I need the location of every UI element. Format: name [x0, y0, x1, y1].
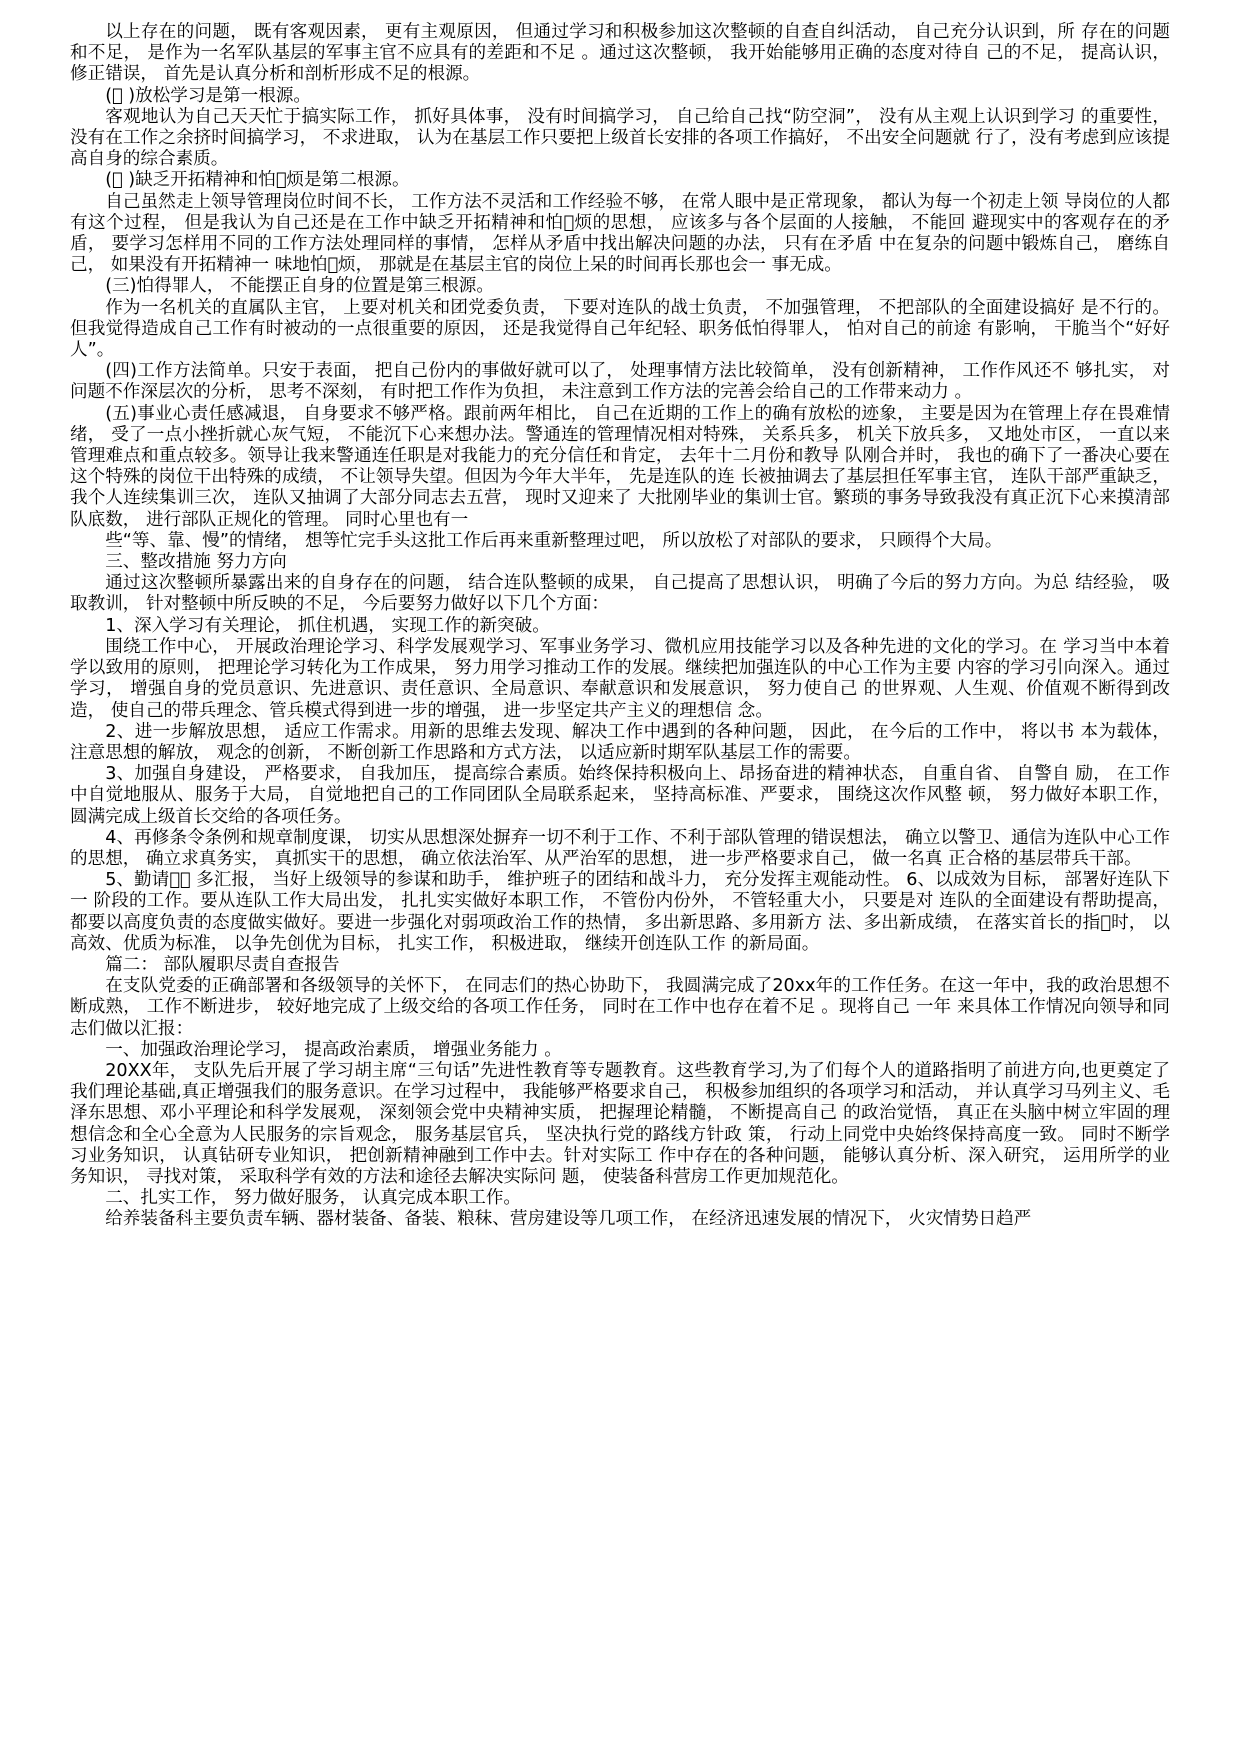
section-heading: 篇二： 部队履职尽责自查报告 — [105, 954, 340, 975]
body-paragraph: 以上存在的问题， 既有客观因素， 更有主观原因， 但通过学习和积极参加这次整顿的自查自纠活动， 自己充分认识到，所 存在的问题和不足， 是作为一名军队基层的军事主官不应具有的差距和不足 。通过这次整顿， 我开始能够用正确的态度对待自 己的不足， 提高认识， 修正错误， 首先是认真分析和剖析形成不足的根源。 — [70, 22, 1170, 85]
body-paragraph: 给养装备科主要负责车辆、器材装备、备装、粮秣、营房建设等几项工作， 在经济迅速发展的情况下， 火灾情势日趋严 — [105, 1209, 1032, 1230]
body-paragraph: (五)事业心责任感减退， 自身要求不够严格。跟前两年相比， 自己在近期的工作上的确有放松的迹象， 主要是因为在管理上存在畏难情绪， 受了一点小挫折就心灰气短， 不能沉下心来想办法。警通连的管理情况相对特殊， 关系兵多， 机关下放兵多， 又地处市区， 一直以来管理难点和重点较多。领导让我来警通连任职是对我能力的充分信任和肯定， 去年十二月份和教导 队刚合并时， 我也的确下了一番决心要在这个特殊的岗位干出特殊的成绩， 不让领导失望。但因为今年大半年， 先是连队的连 长被抽调去了基层担任军事主官， 连队干部严重缺乏， 我个人连续集训三次， 连队又抽调了大部分同志去五营， 现时又迎来了 大批刚毕业的集训士官。繁琐的事务导致我没有真正沉下心来摸清部队底数， 进行部队正规化的管理。 同时心里也有一 — [70, 403, 1170, 530]
body-paragraph: 3、加强自身建设， 严格要求， 自我加压， 提高综合素质。始终保持积极向上、昂扬奋进的精神状态， 自重自省、 自警自 励， 在工作中自觉地服从、服务于大局， 自觉地把自己的工作同团队全局联系起来， 坚持高标准、严要求， 围绕这次作风整 顿， 努力做好本职工作， 圆满完成上级首长交给的各项任务。 — [70, 764, 1170, 827]
body-paragraph: 在支队党委的正确部署和各级领导的关怀下， 在同志们的热心协助下， 我圆满完成了20xx年的工作任务。在这一年中，我的政治思想不断成熟， 工作不断进步， 较好地完成了上级交给的各项工作任务， 同时在工作中也存在着不足 。现将自己 一年 来具体工作情况向领导和同志们做以汇报： — [70, 976, 1170, 1039]
section-heading: (􏰀 )缺乏开拓精神和怕􏰀烦是第二根源。 — [105, 170, 410, 191]
section-heading: 1、深入学习有关理论， 抓住机遇， 实现工作的新突破。 — [105, 615, 550, 636]
body-paragraph: 客观地认为自己天天忙于搞实际工作， 抓好具体事， 没有时间搞学习， 自己给自己找“防空洞”， 没有从主观上认识到学习 的重要性， 没有在工作之余挤时间搞学习， 不求进取， 认为在基层工作只要把上级首长安排的各项工作搞好， 不出安全问题就 行了，没有考虑到应该提高自身的综合素质。 — [70, 106, 1170, 170]
body-paragraph: 些“等、靠、慢”的情绪， 想等忙完手头这批工作后再来重新整理过吧， 所以放松了对部队的要求， 只顾得个大局。 — [105, 530, 1003, 551]
section-heading: (三)怕得罪人， 不能摆正自身的位置是第三根源。 — [105, 276, 494, 297]
section-heading: 一、加强政治理论学习， 提高政治素质， 增强业务能力 。 — [105, 1039, 562, 1060]
body-paragraph: 作为一名机关的直属队主官， 上要对机关和团党委负责， 下要对连队的战士负责， 不加强管理， 不把部队的全面建设搞好 是不行的。但我觉得造成自己工作有时被动的一点很重要的原因， 还是我觉得自己年纪轻、职务低怕得罪人， 怕对自己的前途 有影响， 干脆当个“好好人”。 — [70, 297, 1170, 361]
body-paragraph: 自己虽然走上领导管理岗位时间不长， 工作方法不灵活和工作经验不够， 在常人眼中是正常现象， 都认为每一个初走上领 导岗位的人都有这个过程， 但是我认为自己还是在工作中缺乏开拓精神和怕􏰀烦的思想， 应该多与各个层面的人接触， 不能回 避现实中的客观存在的矛盾， 要学习怎样用不同的工作方法处理同样的事情， 怎样从矛盾中找出解决问题的办法， 只有在矛盾 中在复杂的问题中锻炼自己， 磨练自己， 如果没有开拓精神一 味地怕􏰀烦， 那就是在基层主官的岗位上呆的时间再长那也会一 事无成。 — [70, 191, 1170, 276]
section-heading: 二、扎实工作， 努力做好服务， 认真完成本职工作。 — [105, 1188, 522, 1209]
body-paragraph: 20XX年， 支队先后开展了学习胡主席“三句话”先进性教育等专题教育。这些教育学习,为了们每个人的道路指明了前进方向,也更奠定了我们理论基础,真正增强我们的服务意识。在学习过程中， 我能够严格要求自己， 积极参加组织的各项学习和活动， 并认真学习马列主义、毛泽东思想、邓小平理论和科学发展观， 深刻领会党中央精神实质， 把握理论精髓， 不断提高自己 的政治觉悟， 真正在头脑中树立牢固的理想信念和全心全意为人民服务的宗旨观念， 服务基层官兵， 坚决执行党的路线方针政 策， 行动上同党中央始终保持高度一致。 同时不断学习业务知识， 认真钻研专业知识， 把创新精神融到工作中去。针对实际工 作中存在的各种问题， 能够认真分析、深入研究， 运用所学的业务知识， 寻找对策， 采取科学有效的方法和途径去解决实际问 题， 使装备科营房工作更加规范化。 — [70, 1060, 1170, 1187]
section-heading: 三、整改措施 努力方向 — [105, 552, 287, 573]
body-paragraph: 2、进一步解放思想， 适应工作需求。用新的思维去发现、解决工作中遇到的各种问题， 因此， 在今后的工作中， 将以书 本为载体， 注意思想的解放， 观念的创新， 不断创新工作思路和方式方法， 以适应新时期军队基层工作的需要。 — [70, 721, 1170, 763]
body-paragraph: 通过这次整顿所暴露出来的自身存在的问题， 结合连队整顿的成果， 自己提高了思想认识， 明确了今后的努力方向。为总 结经验， 吸取教训， 针对整顿中所反映的不足， 今后要努力做好以下几个方面： — [70, 573, 1170, 615]
body-paragraph: (四)工作方法简单。只安于表面， 把自己份内的事做好就可以了， 处理事情方法比较简单， 没有创新精神， 工作作风还不 够扎实， 对问题不作深层次的分析， 思考不深刻， 有时把工作作为负担， 未注意到工作方法的完善会给自己的工作带来动力 。 — [70, 361, 1170, 403]
body-paragraph: 5、勤请􏰀， 多汇报， 当好上级领导的参谋和助手， 维护班子的团结和战斗力， 充分发挥主观能动性。 6、以成效为目标， 部署好连队下一 阶段的工作。要从连队工作大局出发， 扎扎实实做好本职工作， 不管份内份外， 不管轻重大小， 只要是对 连队的全面建设有帮助提高， 都要以高度负责的态度做实做好。要进一步强化对弱项政治工作的热情， 多出新思路、多用新方 法、多出新成绩， 在落实首长的指􏰀时， 以高效、优质为标准， 以争先创优为目标， 扎实工作， 积极进取， 继续开创连队工作 的新局面。 — [70, 870, 1170, 954]
section-heading: (􏰀 )放松学习是第一根源。 — [105, 85, 312, 106]
body-paragraph: 围绕工作中心， 开展政治理论学习、科学发展观学习、军事业务学习、微机应用技能学习以及各种先进的文化的学习。在 学习当中本着学以致用的原则， 把理论学习转化为工作成果， 努力用学习推动工作的发展。继续把加强连队的中心工作为主要 内容的学习引向深入。通过学习， 增强自身的党员意识、先进意识、责任意识、全局意识、奉献意识和发展意识， 努力使自己 的世界观、人生观、价值观不断得到改造， 使自己的带兵理念、管兵模式得到进一步的增强， 进一步坚定共产主义的理想信 念。 — [70, 636, 1170, 721]
body-paragraph: 4、再修条令条例和规章制度课， 切实从思想深处摒弃一切不利于工作、不利于部队管理的错误想法， 确立以警卫、通信为连队中心工作的思想， 确立求真务实， 真抓实干的思想， 确立依法治军、从严治军的思想， 进一步严格要求自己， 做一名真 正合格的基层带兵干部。 — [70, 827, 1170, 869]
